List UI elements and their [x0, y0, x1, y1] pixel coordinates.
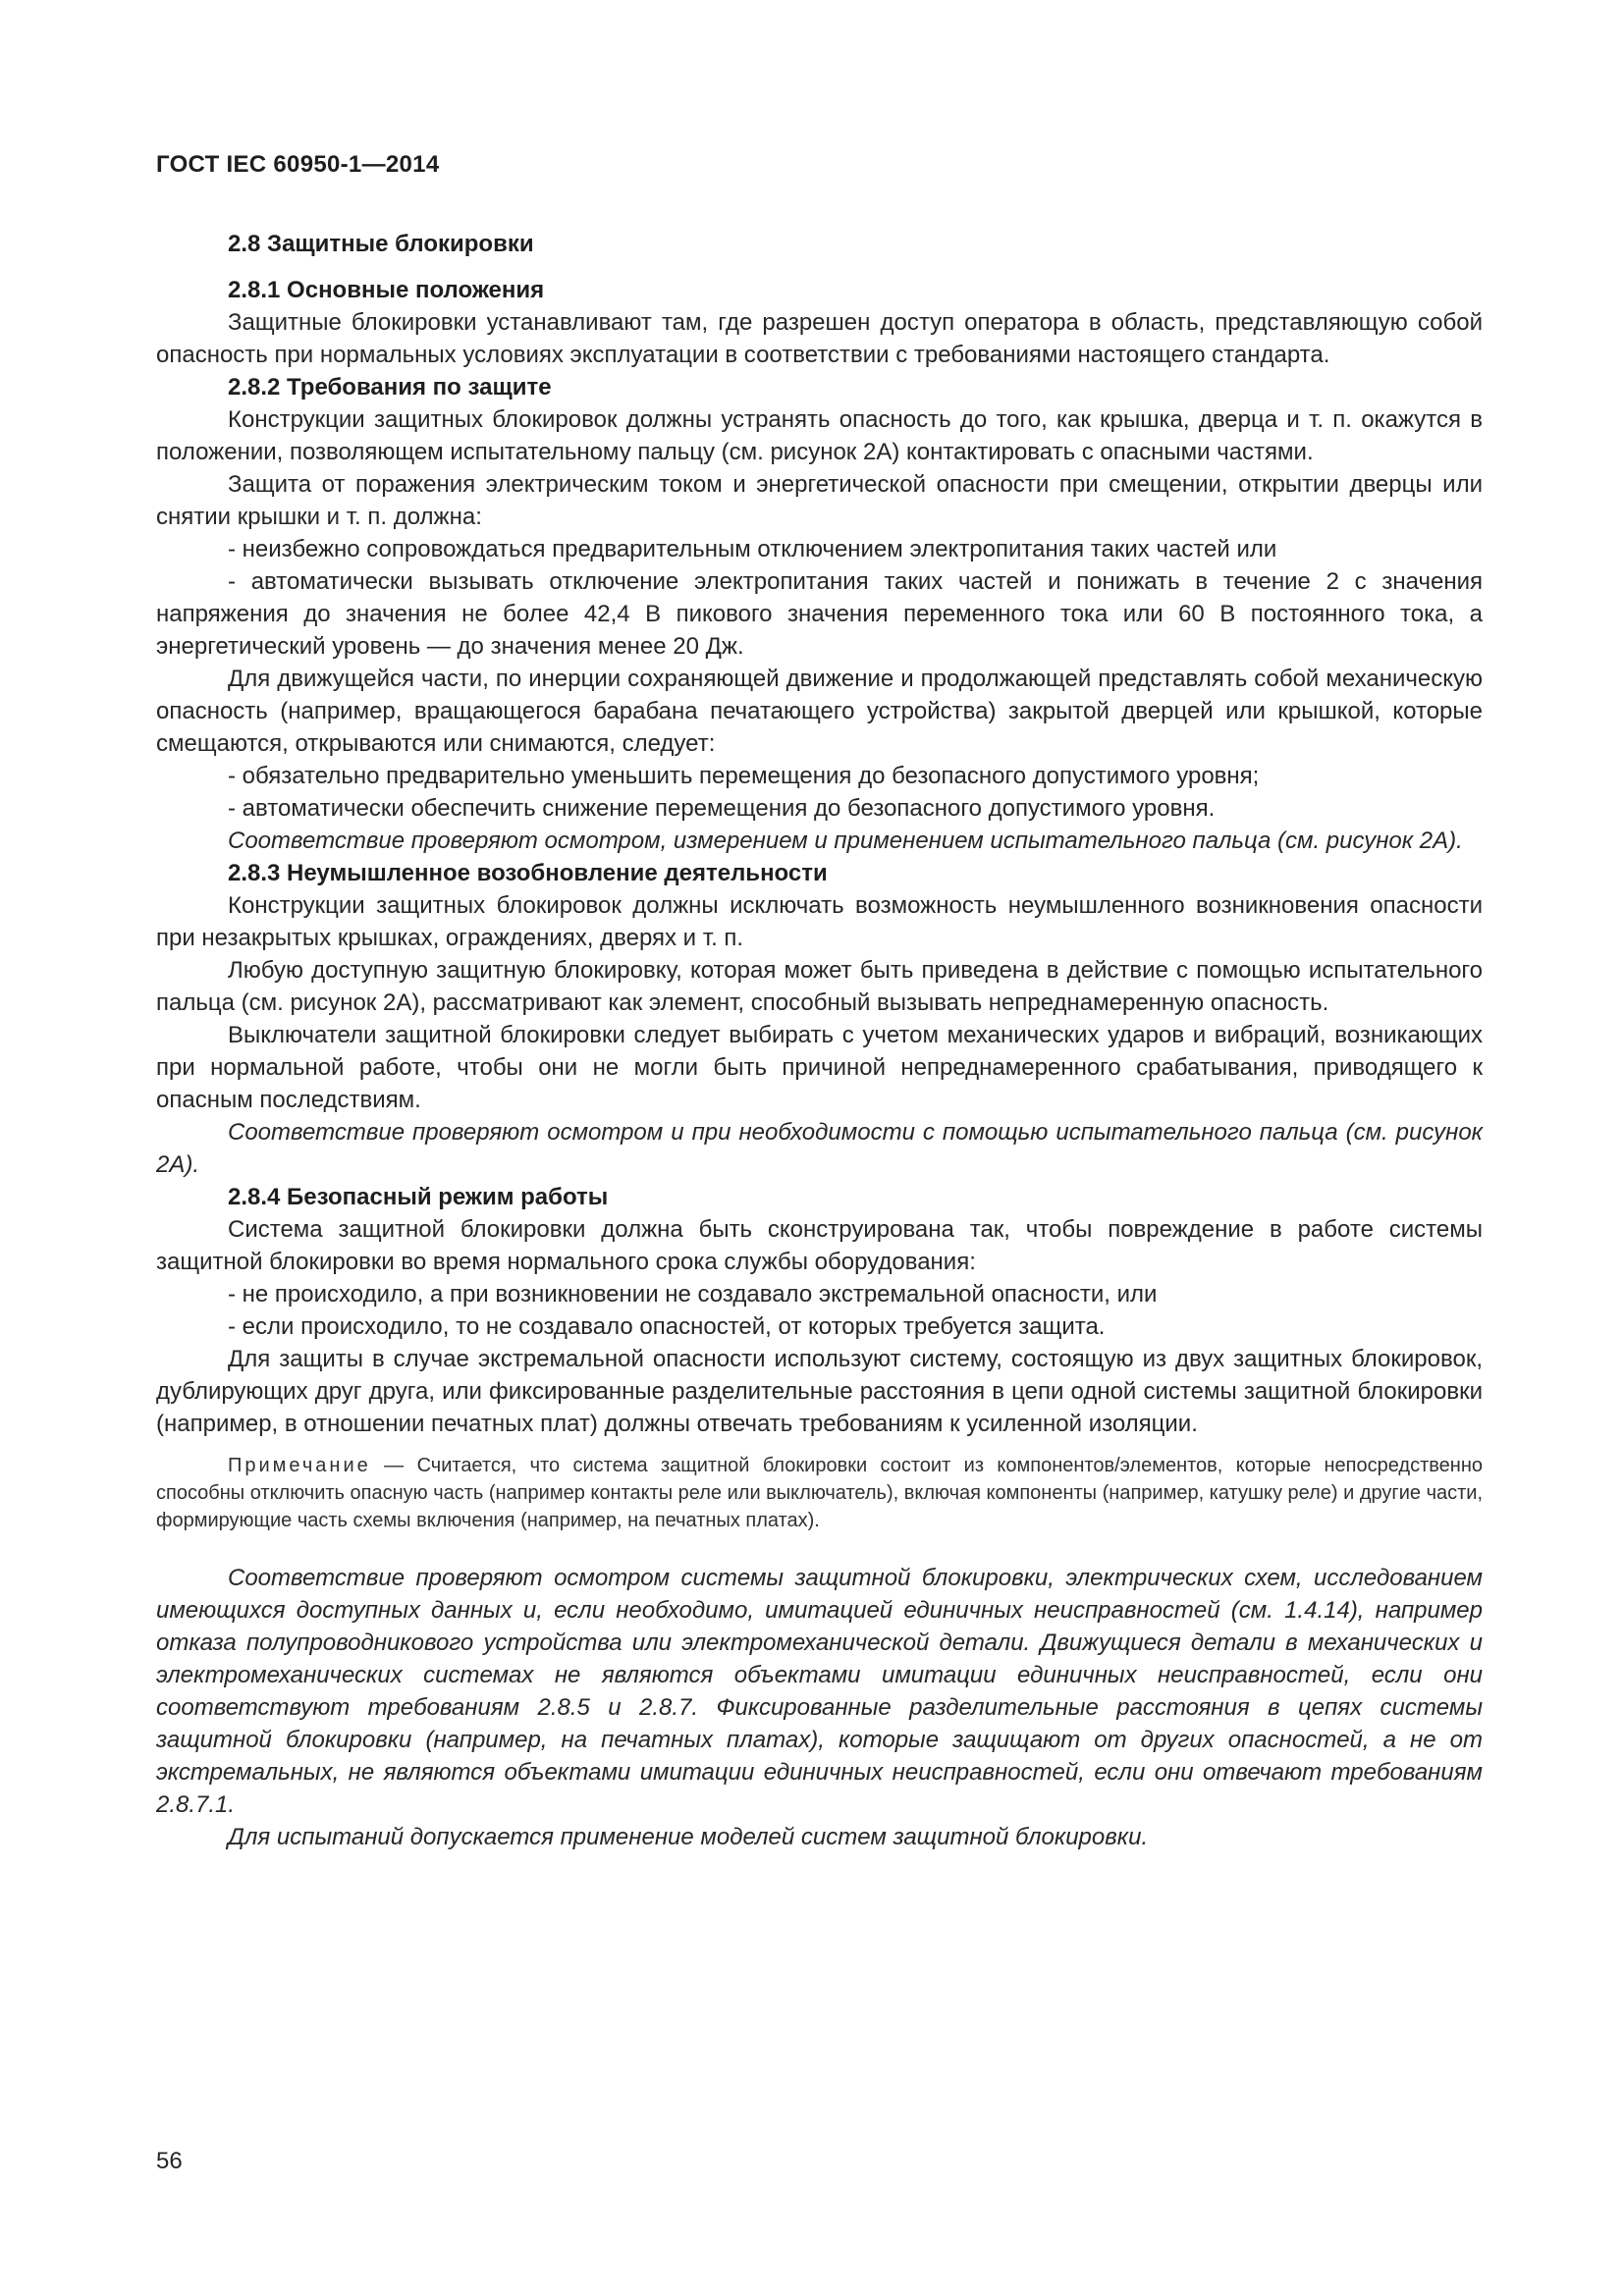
page-number: 56 — [156, 2148, 183, 2174]
section-2-8-2-paragraph-1: Конструкции защитных блокировок должны устранять опасность до того, как крышка, дверца и т. п. окажутся в положении, позволяющем испытательному пальцу (см. рисунок 2А) контактировать с опасными частями. — [156, 406, 1483, 465]
section-2-8-2-list-item-3: - обязательно предварительно уменьшить перемещения до безопасного допустимого уровня; — [228, 763, 1260, 789]
section-2-8-2-list-item-2: - автоматически вызывать отключение электропитания таких частей и понижать в течение 2 с значения напряжения до значения не более 42,4 В пикового значения переменного тока или 60 В постоянного тока, а энергетический уровень — до значения менее 20 Дж. — [156, 568, 1483, 660]
section-2-8-2-paragraph-3: Для движущейся части, по инерции сохраняющей движение и продолжающей представлять собой механическую опасность (например, вращающегося барабана печатающего устройства) закрытой дверцей или крышкой, которые смещаются, открываются или снимаются, следует: — [156, 666, 1483, 757]
note-text: — Считается, что система защитной блокировки состоит из компонентов/элементов, которые непосредственно способны отключить опасную часть (например контакты реле или выключатель), включая компоненты (например, катушку реле) и другие части, формирующие часть схемы включения (например, на печатных платах). — [156, 1455, 1483, 1531]
note-label: Примечание — [228, 1455, 371, 1476]
section-2-8-3-compliance: Соответствие проверяют осмотром и при необходимости с помощью испытательного пальца (см. рисунок 2А). — [156, 1119, 1483, 1178]
section-2-8-3-title: 2.8.3 Неумышленное возобновление деятельности — [228, 860, 828, 886]
section-2-8-3-paragraph-3: Выключатели защитной блокировки следует выбирать с учетом механических ударов и вибраций, возникающих при нормальной работе, чтобы они не могли быть причиной непреднамеренного срабатывания, приводящего к опасным последствиям. — [156, 1022, 1483, 1113]
section-2-8-2-list-item-4: - автоматически обеспечить снижение перемещения до безопасного допустимого уровня. — [228, 795, 1216, 822]
section-2-8-1-title: 2.8.1 Основные положения — [228, 277, 545, 303]
section-2-8-2-paragraph-2: Защита от поражения электрическим током и энергетической опасности при смещении, открытии дверцы или снятии крышки и т. п. должна: — [156, 471, 1483, 530]
section-2-8-3-paragraph-2: Любую доступную защитную блокировку, которая может быть приведена в действие с помощью испытательного пальца (см. рисунок 2А), рассматривают как элемент, способный вызывать непреднамеренную опасность. — [156, 957, 1483, 1016]
section-2-8-4-compliance: Соответствие проверяют осмотром системы защитной блокировки, электрических схем, исследованием имеющихся доступных данных и, если необходимо, имитацией единичных неисправностей (см. 1.4.14), например отказа полупроводникового устройства или электромеханической детали. Движущиеся детали в механических и электромеханических системах не являются объектами имитации единичных неисправностей, если они соответствуют требованиям 2.8.5 и 2.8.7. Фиксированные разделительные расстояния в цепях системы защитной блокировки (например, на печатных платах), которые защищают от других опасностей, а не от экстремальных, не являются объектами имитации единичных неисправностей, если они отвечают требованиям 2.8.7.1. — [156, 1565, 1483, 1818]
section-2-8-2-list-item-1: - неизбежно сопровождаться предварительным отключением электропитания таких частей или — [228, 536, 1277, 562]
section-2-8-3-paragraph-1: Конструкции защитных блокировок должны исключать возможность неумышленного возникновения опасности при незакрытых крышках, ограждениях, дверях и т. п. — [156, 892, 1483, 951]
section-2-8-4-models-note: Для испытаний допускается применение моделей систем защитной блокировки. — [228, 1824, 1149, 1850]
section-2-8-2-compliance: Соответствие проверяют осмотром, измерением и применением испытательного пальца (см. рисунок 2А). — [228, 828, 1463, 854]
section-2-8-4-paragraph-2: Для защиты в случае экстремальной опасности используют систему, состоящую из двух защитных блокировок, дублирующих друг друга, или фиксированные разделительные расстояния в цепи одной системы защитной блокировки (например, в отношении печатных плат) должны отвечать требованиям к усиленной изоляции. — [156, 1346, 1483, 1437]
section-2-8-title: 2.8 Защитные блокировки — [228, 231, 534, 257]
section-2-8-4-list-item-2: - если происходило, то не создавало опасностей, от которых требуется защита. — [228, 1313, 1106, 1340]
section-2-8-4-title: 2.8.4 Безопасный режим работы — [228, 1184, 609, 1210]
section-2-8-4-paragraph-1: Система защитной блокировки должна быть сконструирована так, чтобы повреждение в работе системы защитной блокировки во время нормального срока службы оборудования: — [156, 1216, 1483, 1275]
section-2-8-1-paragraph: Защитные блокировки устанавливают там, где разрешен доступ оператора в область, представляющую собой опасность при нормальных условиях эксплуатации в соответствии с требованиями настоящего стандарта. — [156, 309, 1483, 368]
section-2-8-4-list-item-1: - не происходило, а при возникновении не создавало экстремальной опасности, или — [228, 1281, 1158, 1308]
page-content — [156, 228, 1483, 1853]
standard-header: ГОСТ IEC 60950-1—2014 — [156, 151, 440, 178]
section-2-8-2-title: 2.8.2 Требования по защите — [228, 374, 552, 400]
section-2-8-4-note — [156, 1452, 1483, 1534]
